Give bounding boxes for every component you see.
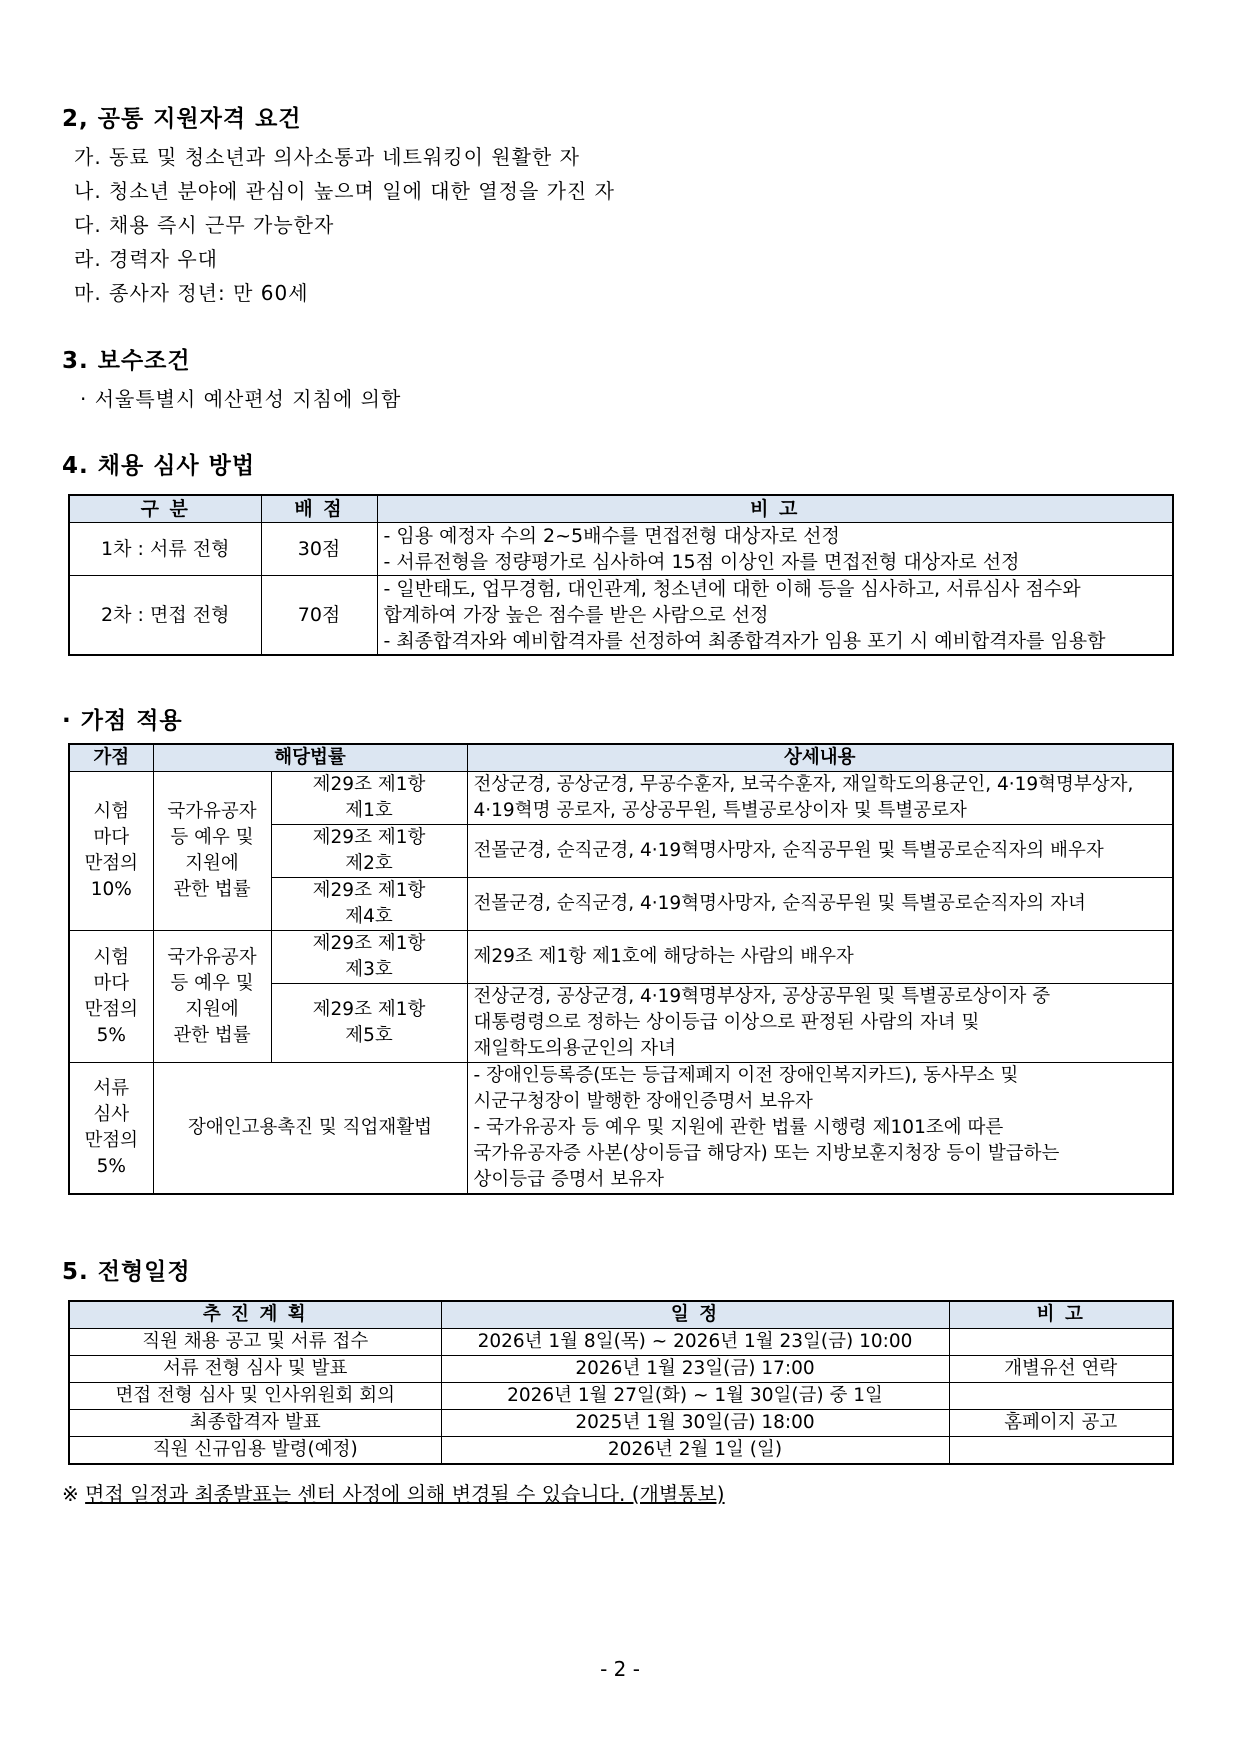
requirement-item: 다. 채용 즉시 근무 가능한자 [74,213,335,237]
detail-cell: - 장애인등록증(또는 등급제폐지 이전 장애인복지카드), 동사무소 및 시군구청장이 발행한 장애인증명서 보유자 - 국가유공자 등 예우 및 지원에 관한 법률 시행령 제101조에 따른 국가유공자증 사본(상이등급 해당자) 또는 지방보훈지청장 등이 발급하는 상이등급 증명서 보유자 [467,1063,1173,1195]
header-plan: 추 진 계 획 [69,1301,441,1329]
detail-cell: 전몰군경, 순직군경, 4·19혁명사망자, 순직공무원 및 특별공로순직자의 배우자 [467,825,1173,878]
date-cell: 2026년 1월 27일(화) ~ 1월 30일(금) 중 1일 [441,1383,949,1410]
table-row [69,1383,1173,1410]
points-cell: 서류 심사 만점의 5% [69,1063,153,1195]
header-date: 일 정 [441,1301,949,1329]
salary-item: · 서울특별시 예산편성 지침에 의함 [80,387,402,411]
clause-cell: 제29조 제1항 제3호 [271,931,467,984]
detail-cell: 전몰군경, 순직군경, 4·19혁명사망자, 순직공무원 및 특별공로순직자의 자녀 [467,878,1173,931]
table-row [69,772,1173,825]
header-law: 해당법률 [153,744,467,772]
schedule-notice [62,1478,725,1507]
notice-text: 면접 일정과 최종발표는 센터 사정에 의해 변경될 수 있습니다. (개별통보) [85,1482,725,1506]
table-header-row [69,495,1173,523]
table-row [69,1437,1173,1465]
law-cell: 국가유공자 등 예우 및 지원에 관한 법률 [153,772,271,931]
schedule-table [68,1300,1174,1465]
table-row [69,523,1173,576]
table-row [69,576,1173,656]
date-cell: 2026년 1월 8일(목) ~ 2026년 1월 23일(금) 10:00 [441,1329,949,1356]
screening-method-table [68,494,1174,656]
page-number: - 2 - [600,1657,640,1681]
section-5-title: 5. 전형일정 [62,1259,191,1285]
section-3-title: 3. 보수조건 [62,348,191,374]
detail-cell: 제29조 제1항 제1호에 해당하는 사람의 배우자 [467,931,1173,984]
bonus-points-table [68,743,1174,1195]
requirement-item: 마. 종사자 정년: 만 60세 [74,281,309,305]
stage-cell: 1차 : 서류 전형 [69,523,261,576]
header-score: 배 점 [261,495,377,523]
score-cell: 70점 [261,576,377,656]
plan-cell: 직원 채용 공고 및 서류 접수 [69,1329,441,1356]
requirement-item: 가. 동료 및 청소년과 의사소통과 네트워킹이 원활한 자 [74,145,580,169]
header-note: 비 고 [949,1301,1173,1329]
clause-cell: 제29조 제1항 제2호 [271,825,467,878]
note-cell [949,1383,1173,1410]
clause-cell: 제29조 제1항 제1호 [271,772,467,825]
requirement-item: 나. 청소년 분야에 관심이 높으며 일에 대한 열정을 가진 자 [74,179,615,203]
note-cell [949,1437,1173,1465]
note-cell: 홈페이지 공고 [949,1410,1173,1437]
detail-cell: 전상군경, 공상군경, 무공수훈자, 보국수훈자, 재일학도의용군인, 4·19혁명부상자, 4·19혁명 공로자, 공상공무원, 특별공로상이자 및 특별공로자 [467,772,1173,825]
table-row [69,1356,1173,1383]
requirement-item: 라. 경력자 우대 [74,247,218,271]
points-cell: 시험 마다 만점의 5% [69,931,153,1063]
table-row [69,931,1173,984]
law-cell: 장애인고용촉진 및 직업재활법 [153,1063,467,1195]
table-row [69,1329,1173,1356]
law-cell: 국가유공자 등 예우 및 지원에 관한 법률 [153,931,271,1063]
detail-cell: 전상군경, 공상군경, 4·19혁명부상자, 공상공무원 및 특별공로상이자 중 대통령령으로 정하는 상이등급 이상으로 판정된 사람의 자녀 및 재일학도의용군인의 자녀 [467,984,1173,1063]
note-cell: 개별유선 연락 [949,1356,1173,1383]
notice-mark: ※ [62,1482,79,1506]
score-cell: 30점 [261,523,377,576]
date-cell: 2025년 1월 30일(금) 18:00 [441,1410,949,1437]
section-4-title: 4. 채용 심사 방법 [62,453,256,479]
table-row [69,1063,1173,1195]
notes-cell: - 일반태도, 업무경험, 대인관계, 청소년에 대한 이해 등을 심사하고, 서류심사 점수와 합계하여 가장 높은 점수를 받은 사람으로 선정 - 최종합격자와 예비합격자를 선정하여 최종합격자가 임용 포기 시 예비합격자를 임용함 [377,576,1173,656]
note-cell [949,1329,1173,1356]
plan-cell: 서류 전형 심사 및 발표 [69,1356,441,1383]
clause-cell: 제29조 제1항 제5호 [271,984,467,1063]
date-cell: 2026년 2월 1일 (일) [441,1437,949,1465]
points-cell: 시험 마다 만점의 10% [69,772,153,931]
bonus-title: · 가점 적용 [62,708,183,734]
header-notes: 비 고 [377,495,1173,523]
clause-cell: 제29조 제1항 제4호 [271,878,467,931]
plan-cell: 면접 전형 심사 및 인사위원회 회의 [69,1383,441,1410]
table-header-row [69,1301,1173,1329]
plan-cell: 최종합격자 발표 [69,1410,441,1437]
stage-cell: 2차 : 면접 전형 [69,576,261,656]
table-header-row [69,744,1173,772]
header-points: 가점 [69,744,153,772]
date-cell: 2026년 1월 23일(금) 17:00 [441,1356,949,1383]
section-2-title: 2, 공통 지원자격 요건 [62,106,302,132]
plan-cell: 직원 신규임용 발령(예정) [69,1437,441,1465]
table-row [69,1410,1173,1437]
notes-cell: - 임용 예정자 수의 2~5배수를 면접전형 대상자로 선정 - 서류전형을 정량평가로 심사하여 15점 이상인 자를 면접전형 대상자로 선정 [377,523,1173,576]
header-category: 구 분 [69,495,261,523]
header-detail: 상세내용 [467,744,1173,772]
